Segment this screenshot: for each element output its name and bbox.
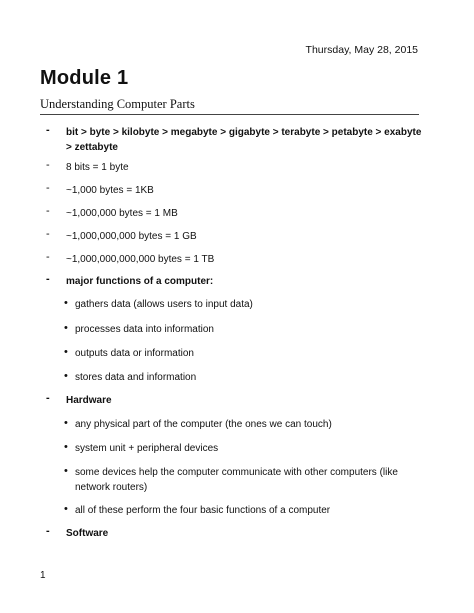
list-item-text: major functions of a computer: (66, 276, 214, 287)
bullet-marker: • (64, 346, 68, 358)
dash-marker: - (46, 182, 50, 194)
list-item-text: Software (66, 528, 109, 539)
list-item-text: ~1,000,000,000,000 bytes = 1 TB (66, 254, 215, 265)
sub-item-text: any physical part of the computer (the ones we can touch) (75, 419, 332, 430)
sub-item-text: stores data and information (75, 372, 197, 383)
list-item-text: ~1,000,000,000 bytes = 1 GB (66, 231, 197, 242)
dash-marker: - (46, 124, 50, 136)
bullet-marker: • (64, 322, 68, 334)
bullet-marker: • (64, 417, 68, 429)
dash-marker: - (46, 159, 50, 171)
dash-marker: - (46, 205, 50, 217)
dash-marker: - (46, 228, 50, 240)
title-divider (40, 114, 419, 115)
dash-marker: - (46, 525, 50, 537)
list-item-text: Hardware (66, 395, 112, 406)
bullet-marker: • (64, 503, 68, 515)
sub-item-text: some devices help the computer communicate with other computers (like network routers) (75, 467, 398, 493)
list-item-text: ~1,000 bytes = 1KB (66, 185, 154, 196)
sub-item-text: all of these perform the four basic functions of a computer (75, 505, 331, 516)
bullet-marker: • (64, 297, 68, 309)
bullet-marker: • (64, 441, 68, 453)
page-number: 1 (40, 570, 46, 581)
list-item-text: bit > byte > kilobyte > megabyte > gigabyte > terabyte > petabyte > exabyte > zettabyte (66, 127, 422, 153)
sub-item-text: system unit + peripheral devices (75, 443, 219, 454)
sub-item-text: gathers data (allows users to input data) (75, 299, 253, 310)
list-item-text: ~1,000,000 bytes = 1 MB (66, 208, 178, 219)
list-item-text: 8 bits = 1 byte (66, 162, 129, 173)
page-subtitle: Understanding Computer Parts (40, 97, 195, 111)
bullet-marker: • (64, 370, 68, 382)
dash-marker: - (46, 251, 50, 263)
dash-marker: - (46, 273, 50, 285)
bullet-marker: • (64, 465, 68, 477)
sub-item-text: outputs data or information (75, 348, 194, 359)
header-date: Thursday, May 28, 2015 (305, 44, 418, 56)
dash-marker: - (46, 392, 50, 404)
sub-item-text: processes data into information (75, 324, 214, 335)
page-title: Module 1 (40, 67, 129, 89)
